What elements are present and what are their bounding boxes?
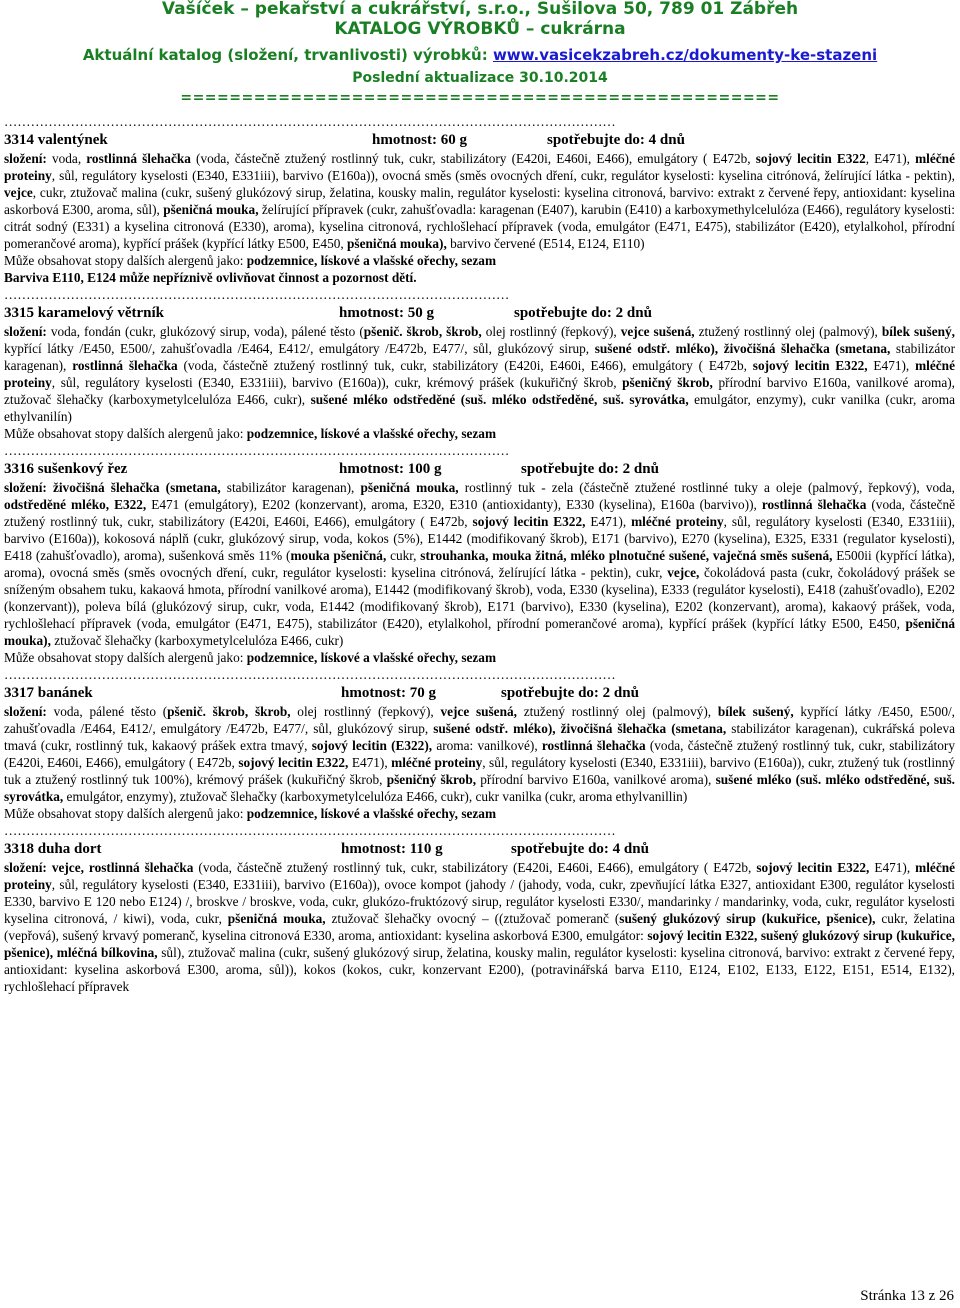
product-composition: složení: voda, pálené těsto (pšenič. škrob, škrob, olej rostlinný (řepkový), vejce sušená, ztužený rostlinný olej (palmový), bílek sušený, kypřící látky /E450, E500/, zahušťovadla /E464, E412/, emulgátory /E472b, E477/, sůl, glukózový sirup, sušené odstř. mléko), živočišná šlehačka (smetana, stabilizátor karagenan), cukrářská poleva tmavá (cukr, rostlinný tuk, kakaový prášek extra tmavý, sojový lecitin (E322), aroma: vanilkové), rostlinná šlehačka (voda, částečně ztužený rostlinný tuk, cukr, stabilizátory (E420i, E460i, E466), emulgátory ( E472b, sojový lecitin E322, E471), mléčné proteiny, sůl, regulátory kyselosti (E340, E331iii), barvivo (E160a)), cukr, ztužený tuk (rostlinný tuk a ztužený rostlinný tuk 100%), krémový prášek (kukuřičný škrob, pšeničný škrob, přírodní barvivo E160a, vanilkové aroma), sušené mléko (suš. mléko odstředěné, suš. syrovátka, emulgátor, enzymy), ztužovač šlehačky (karboxymetylcelulóza E466, cukr), cukr vanilka (cukr, aroma ethylvanillin) [4, 704, 956, 804]
product-composition: složení: živočišná šlehačka (smetana, stabilizátor karagenan), pšeničná mouka, rostlinný tuk - zela (částečně ztužené rostlinné tuky a oleje (palmový, řepkový), voda, odstředěné mléko, E322, E471 (emulgátory), E202 (konzervant), aroma, E320, E310 (antioxidanty), E330 (kyselina), E160a (barvivo)), rostlinná šlehačka (voda, částečně ztužený rostlinný tuk, cukr, stabilizátory (E420i, E460i, E466), emulgátory ( E472b, sojový lecitin E322, E471), mléčné proteiny, sůl, regulátory kyselosti (E340, E331iii), barvivo (E160a)), kokosová náplň (cukr, glukózový sirup, voda, kokos (5%), E1442 (modifikovaný škrob), E171 (barvivo), E270 (kyselina), E325, E331 (regulator kyselosti), E418 (zahušťovadlo), aroma), sušenková směs 11% (mouka pšeničná, cukr, strouhanka, mouka žitná, mléko plnotučné sušené, vaječná směs sušená, E500ii (kypřící látka), aroma), ovocná směs (směs ovocných dření, cukr, regulátor kyselosti: kyselina citrónová, želírující látka - pektin), cukr, vejce, čokoládová pasta (cukr, čokoládový prášek se sníženým obsahem tuku, kakaová hmota, přírodní vanilkové aroma), E1442 (modifikovaný škrob), voda, E330 (kyselina), E333 (regulátor kyselosti), E418 (zahušťovadlo), E202 (konzervant)), poleva bílá (glukózový sirup, cukr, voda, E1442 (modifikovaný škrob), E171 (barvivo), E330 (kyselina), E202 (konzervant), aroma), kakaový prášek, voda, rychlošlehací přípravek (voda, emulgátor (E471, E475), stabilizátor (E420), etylalkohol, přírodní pomerančové aroma), kypřící prášek (kypřící látky E500, E450, pšeničná mouka), ztužovač šlehačky (karboxymetylcelulóza E466, cukr) [4, 480, 956, 648]
catalog-link-line [0, 46, 960, 64]
product-composition: složení: vejce, rostlinná šlehačka (voda, částečně ztužený rostlinný tuk, cukr, stabilizátory (E420i, E460i, E466), emulgátory ( E472b, sojový lecitin E322, E471), mléčné proteiny, sůl, regulátory kyselosti (E340, E331iii), barvivo (E160a)), ovoce kompot (jahody / (jahody, voda, cukr, zpevňující látka E327, antioxidant E300, regulátor kyselosti E330, barvivo E 120 nebo E124) /, broskve / broskve, voda, cukr, glukózo-fruktózový sirup, regulátor kyselosti E330/, mandarinky / mandarinky, voda, cukr, regulátor kyselosti kyselina citronová, / kiwi), voda, cukr, pšeničná mouka, ztužovač šlehačky ovocný – ((ztužovač pomeranč (sušený glukózový sirup (kukuřice, pšenice), cukr, želatina (vepřová), sušený krvavý pomeranč, kyselina citronová E330, aroma, antioxidant: kyselina askorbová E300, emulgátor: sojový lecitin E322, sušený glukózový sirup (kukuřice, pšenice), mléčná bílkovina, sůl), ztužovač malina (cukr, sušený glukózový sirup, želatina, kousky malin, regulátor kyselosti: kyselina citronová, barvivo: extrakt z červené řepy, antioxidant: kyselina askorbová E300, aroma, sůl)), kokos (kokos, cukr, konzervant E200), (potravinářská barva E110, E124, E102, E133, E122, E151, E514, E132), rychlošlehací přípravek [4, 860, 956, 994]
separator: …………………………………………………………………………………………………… [4, 287, 510, 302]
product-title-row [4, 130, 955, 150]
separator: ………………………………………………………………………………………………………………………… [4, 823, 616, 838]
product-name: 3317 banánek [4, 685, 93, 701]
catalog-link[interactable]: www.vasicekzabreh.cz/dokumenty-ke-stazeni [492, 46, 878, 64]
product-mass: hmotnost: 100 g [339, 461, 442, 477]
separator: ………………………………………………………………………………………………………………………… [4, 114, 616, 129]
product-mass: hmotnost: 70 g [341, 685, 437, 701]
separator: ………………………………………………………………………………………………………………………… [4, 667, 616, 682]
page-number: Stránka 13 z 26 [860, 1288, 954, 1304]
catalog-content [4, 113, 955, 995]
product-composition: složení: voda, rostlinná šlehačka (voda, částečně ztužený rostlinný tuk, cukr, stabilizátory (E420i, E460i, E466), emulgátory ( E472b, sojový lecitin E322, E471), mléčné proteiny, sůl, regulátory kyselosti (E340, E331iii), barvivo (E160a)), ovocná směs (směs ovocných dření, cukr, regulátor kyselosti: kyselina citrónová, želírující látka - pektin), vejce, cukr, ztužovač malina (cukr, sušený glukózový sirup, želatina, kousky malin, regulátor kyselosti: kyselina citronová, barvivo: extrakt z červené řepy, antioxidant: kyselina askorbová E300, aroma, sůl), pšeničná mouka, želírující přípravek (cukr, zahušťovadla: karagenan (E407), karubin (E410) a karboxymethylcelulóza (E466), regulátory kyselosti: citrát sodný (E331) a kyselina citronová (E330), aroma), kyselina citronová, rychlošlehací přípravek (voda, emulgátor (E471, E475), stabilizátor (E420), etylalkohol, přírodní pomerančové aroma), kypřící prášek (kypřící látky E500, E450, pšeničná mouka), barvivo červené (E514, E124, E110) [4, 151, 955, 251]
product-name: 3314 valentýnek [4, 132, 108, 148]
product-mass: hmotnost: 60 g [372, 132, 468, 148]
product-name: 3316 sušenkový řez [4, 461, 128, 477]
allergen-note: Může obsahovat stopy dalších alergenů jako: podzemnice, lískové a vlašské ořechy, sezam [4, 806, 497, 821]
allergen-note: Může obsahovat stopy dalších alergenů jako: podzemnice, lískové a vlašské ořechy, sezam [4, 253, 497, 268]
product-expiry: spotřebujte do: 4 dnů [547, 132, 685, 148]
catalog-title: KATALOG VÝROBKŮ – cukrárna [334, 19, 626, 39]
last-update: Poslední aktualizace 30.10.2014 [352, 70, 608, 86]
product-composition: složení: voda, fondán (cukr, glukózový sirup, voda), pálené těsto (pšenič. škrob, škrob, olej rostlinný (řepkový), vejce sušená, ztužený rostlinný olej (palmový), bílek sušený, kypřící látky /E450, E500/, zahušťovadla /E464, E412/, emulgátory /E472b, E477/, sůl, glukózový sirup, sušené odstř. mléko), živočišná šlehačka (smetana, stabilizátor karagenan), rostlinná šlehačka (voda, částečně ztužený rostlinný tuk, cukr, stabilizátory (E420i, E460i, E466), emulgátory ( E472b, sojový lecitin E322, E471), mléčné proteiny, sůl, regulátory kyselosti (E340, E331iii), barvivo (E160a)), cukr, krémový prášek (kukuřičný škrob, pšeničný škrob, přírodní barvivo E160a, vanilkové aroma), ztužovač šlehačky (karboxymetylcelulóza E466, cukr), sušené mléko odstředěné (suš. mléko odstředěné, suš. syrovátka, emulgátor, enzymy), cukr vanilka (cukr, aroma ethylvanilín) [4, 324, 956, 424]
product-mass: hmotnost: 50 g [339, 305, 435, 321]
product-title-row [4, 303, 955, 323]
product-name: 3318 duha dort [4, 841, 102, 857]
product-mass: hmotnost: 110 g [341, 841, 443, 857]
product-name: 3315 karamelový větrník [4, 305, 164, 321]
catalog-link-label: Aktuální katalog (složení, trvanlivosti) výrobků: [82, 46, 493, 64]
product-expiry: spotřebujte do: 2 dnů [521, 461, 659, 477]
allergen-note: Může obsahovat stopy dalších alergenů jako: podzemnice, lískové a vlašské ořechy, sezam [4, 426, 497, 441]
dye-warning: Barviva E110, E124 může nepříznivě ovlivňovat činnost a pozornost dětí. [4, 270, 417, 285]
allergen-note: Může obsahovat stopy dalších alergenů jako: podzemnice, lískové a vlašské ořechy, sezam [4, 650, 497, 665]
separator: …………………………………………………………………………………………………… [4, 443, 510, 458]
product-title-row [4, 683, 955, 703]
company-header: Vašíček – pekařství a cukrářství, s.r.o., Sušilova 50, 789 01 Zábřeh [161, 0, 799, 19]
product-expiry: spotřebujte do: 2 dnů [514, 305, 652, 321]
product-expiry: spotřebujte do: 2 dnů [501, 685, 639, 701]
product-title-row [4, 459, 955, 479]
header-rule: ================================================= [180, 90, 780, 106]
product-title-row [4, 839, 955, 859]
product-expiry: spotřebujte do: 4 dnů [511, 841, 649, 857]
